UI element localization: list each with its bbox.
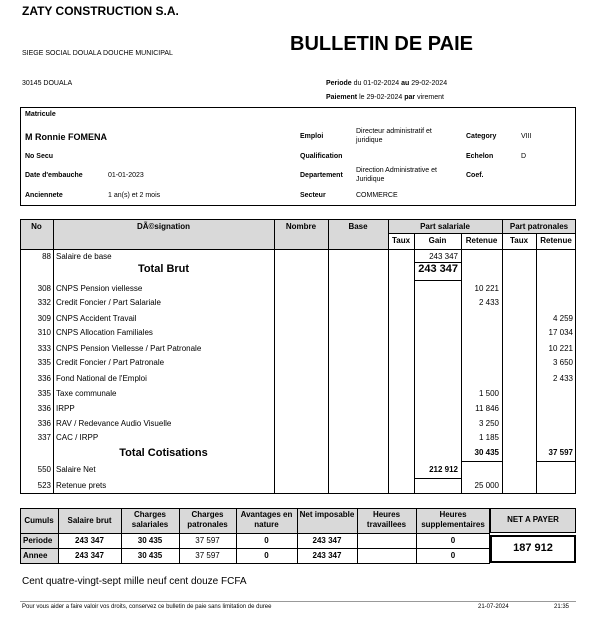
footer-note: Pour vous aider a faire valoir vos droits, conservez ce bulletin de paie sans limitation de duree: [22, 604, 272, 610]
cumuls-cell: 243 347: [75, 551, 104, 560]
cumuls-cell: 30 435: [137, 551, 163, 560]
row-gain: 243 347: [418, 263, 458, 275]
col-header-taux: Taux: [391, 236, 411, 245]
row-code: 332: [37, 298, 51, 307]
row-retenue: 11 846: [475, 404, 499, 413]
cumuls-col-header: Net imposable: [299, 510, 355, 519]
row-retenue: 1 185: [478, 433, 499, 442]
emploi-value: Directeur administratif et juridique: [356, 128, 432, 144]
cumuls-cell: 37 597: [195, 551, 220, 560]
row-retenue-patronal: 3 650: [552, 358, 573, 367]
period-line: Periode du 01-02-2024 au 29-02-2024: [326, 80, 448, 87]
row-label: Taxe communale: [56, 389, 117, 398]
row-label: IRPP: [56, 404, 75, 413]
category-value: VIII: [521, 133, 532, 140]
cumuls-cell: 243 347: [312, 551, 342, 560]
departement-value: Direction Administrative et Juridique: [356, 167, 437, 183]
row-code: 336: [37, 374, 51, 383]
row-retenue-patronal: 37 597: [548, 448, 573, 457]
row-code: 333: [37, 344, 51, 353]
cumuls-col-header: Cumuls: [24, 516, 54, 525]
qualification-label: Qualification: [300, 153, 343, 160]
net-a-payer-value: 187 912: [513, 542, 553, 554]
company-city: 30145 DOUALA: [22, 80, 73, 87]
row-code: 88: [42, 252, 51, 261]
anciennete-label: Anciennete: [25, 192, 63, 199]
category-label: Category: [466, 133, 497, 140]
col-header-part-patronales: Part patronales: [509, 222, 569, 231]
row-retenue: 1 500: [478, 389, 499, 398]
row-retenue: 30 435: [474, 448, 499, 457]
document-title: BULLETIN DE PAIE: [290, 33, 473, 55]
row-gain: 212 912: [429, 465, 458, 474]
company-name: ZATY CONSTRUCTION S.A.: [22, 4, 179, 18]
row-label: CAC / IRPP: [56, 433, 99, 442]
row-label: CNPS Accident Travail: [56, 314, 137, 323]
cumuls-col-header: Avantages en nature: [240, 510, 293, 529]
amount-in-words: Cent quatre-vingt-sept mille neuf cent douze FCFA: [22, 576, 247, 587]
row-retenue-patronal: 17 034: [548, 328, 573, 337]
col-header-no: No: [31, 222, 42, 231]
col-header-retenue-patronal: Retenue: [540, 236, 572, 245]
col-header-designation: DÃ©signation: [136, 222, 190, 231]
cumuls-cell: 37 597: [195, 536, 220, 545]
row-code: 308: [37, 284, 51, 293]
cumuls-col-header: Heures supplementaires: [421, 510, 485, 529]
row-code: 336: [37, 419, 51, 428]
footer-time: 21:35: [554, 604, 570, 610]
secteur-label: Secteur: [300, 192, 326, 199]
cumuls-cell: 243 347: [312, 536, 342, 545]
embauche-label: Date d'embauche: [25, 172, 83, 179]
row-label: RAV / Redevance Audio Visuelle: [56, 419, 172, 428]
employee-name: M Ronnie FOMENA: [25, 132, 107, 142]
echelon-label: Echelon: [466, 153, 494, 160]
row-code: 550: [37, 465, 51, 474]
row-retenue-patronal: 4 259: [552, 314, 573, 323]
col-header-gain: Gain: [428, 236, 447, 245]
matricule-label: Matricule: [25, 111, 56, 118]
row-code: 310: [37, 328, 51, 337]
cumuls-cell: 0: [450, 536, 456, 545]
row-label: Salaire Net: [56, 465, 96, 474]
nosecu-label: No Secu: [25, 153, 54, 160]
col-header-retenue: Retenue: [465, 236, 498, 245]
row-label: Credit Foncier / Part Salariale: [56, 298, 161, 307]
company-address: SIEGE SOCIAL DOUALA DOUCHE MUNICIPAL: [22, 50, 173, 57]
row-label: Retenue prets: [56, 481, 107, 490]
cumuls-col-header: Salaire brut: [67, 516, 112, 525]
row-total-label: Total Cotisations: [119, 447, 208, 459]
col-header-taux-patronal: Taux: [509, 236, 529, 245]
cumuls-cell: 243 347: [75, 536, 104, 545]
row-retenue: 25 000: [474, 481, 499, 490]
row-retenue: 10 221: [474, 284, 499, 293]
cumuls-cell: 0: [264, 551, 269, 560]
row-code: 335: [37, 358, 51, 367]
embauche-value: 01-01-2023: [108, 172, 144, 179]
row-label: Credit Foncier / Part Patronale: [56, 358, 165, 367]
row-code: 335: [37, 389, 51, 398]
net-a-payer-label: NET A PAYER: [507, 515, 559, 524]
row-total-label: Total Brut: [137, 263, 190, 275]
row-label: CNPS Allocation Familiales: [56, 328, 153, 337]
row-code: 309: [37, 314, 51, 323]
echelon-value: D: [521, 153, 527, 160]
row-code: 337: [37, 433, 51, 442]
row-label: CNPS Pension Viellesse / Part Patronale: [56, 344, 202, 353]
row-code: 523: [37, 481, 51, 490]
col-header-nombre: Nombre: [285, 222, 317, 231]
emploi-label: Emploi: [300, 133, 324, 140]
row-retenue-patronal: 10 221: [548, 344, 573, 353]
cumuls-cell: 30 435: [137, 536, 163, 545]
secteur-value: COMMERCE: [356, 192, 398, 199]
row-retenue: 2 433: [478, 298, 499, 307]
row-label: Fond National de l'Emploi: [56, 374, 147, 383]
payment-line: Paiement le 29-02-2024 par virement: [326, 94, 444, 101]
anciennete-value: 1 an(s) et 2 mois: [108, 192, 161, 199]
row-code: 336: [37, 404, 51, 413]
row-label: CNPS Pension viellesse: [56, 284, 143, 293]
footer-date: 21-07-2024: [478, 604, 509, 610]
col-header-base: Base: [348, 222, 368, 231]
coef-label: Coef.: [466, 172, 484, 179]
row-label: Salaire de base: [56, 252, 112, 261]
cumuls-col-header: Charges salariales: [131, 510, 169, 529]
row-retenue-patronal: 2 433: [552, 374, 573, 383]
col-header-part-salariale: Part salariale: [420, 222, 470, 231]
cumuls-col-header: Heures travaillees: [366, 510, 407, 529]
cumuls-row-label: Annee: [23, 551, 48, 560]
cumuls-cell: 0: [450, 551, 456, 560]
cumuls-col-header: Charges patronales: [187, 510, 228, 529]
departement-label: Departement: [300, 172, 343, 179]
row-gain: 243 347: [429, 252, 458, 261]
cumuls-cell: 0: [264, 536, 269, 545]
row-retenue: 3 250: [478, 419, 499, 428]
cumuls-row-label: Periode: [23, 536, 53, 545]
